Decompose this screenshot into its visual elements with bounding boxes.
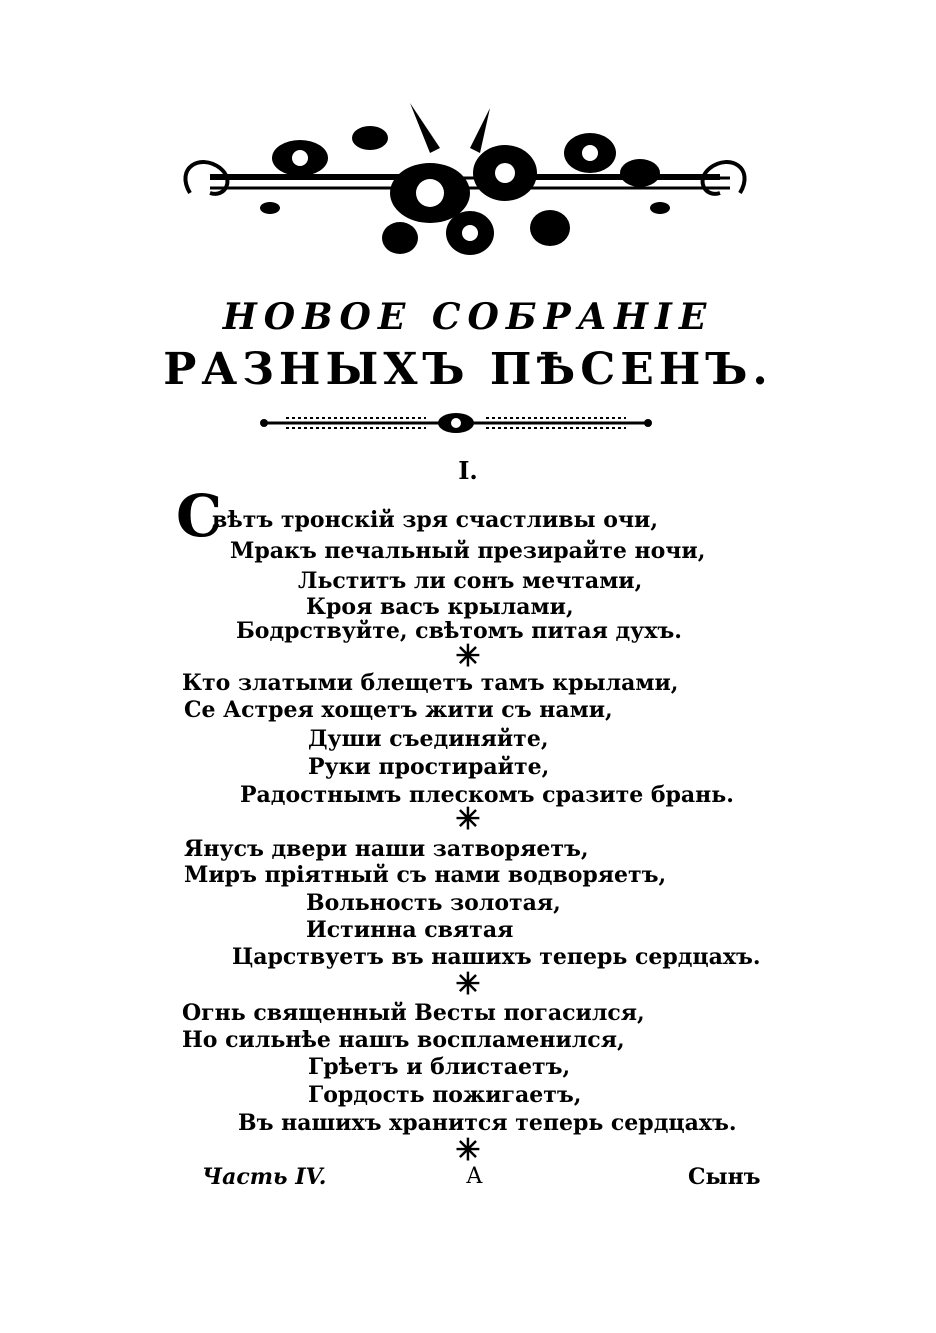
stanza-separator: ✳ [455,1133,481,1168]
signature-mark: Часть IV. [202,1164,327,1190]
stanza-3-line-1: Янусъ двери наши затворяетъ, [184,836,589,862]
stanza-3-line-4: Истинна святая [306,917,514,943]
stanza-separator: ✳ [455,639,481,674]
stanza-2-line-3: Души съединяйте, [308,726,549,752]
stanza-2-line-4: Руки простирайте, [308,754,550,780]
stanza-2-line-5: Радостнымъ плескомъ сразите брань. [240,782,734,808]
stanza-separator: ✳ [455,802,481,837]
stanza-3-line-3: Вольность золотая, [306,890,561,916]
floral-headpiece-ornament [170,98,760,268]
stanza-1-line-2: Мракъ печальный презирайте ночи, [230,538,706,564]
stanza-4-line-2: Но сильнѣе нашъ воспламенился, [182,1027,625,1053]
signature-letter: А [466,1164,483,1189]
stanza-3-line-2: Миръ пріятный съ нами водворяетъ, [184,862,667,888]
stanza-4-line-4: Гордость пожигаетъ, [308,1082,582,1108]
catchword: Сынъ [688,1164,761,1190]
stanza-4-line-5: Въ нашихъ хранится теперь сердцахъ. [238,1110,737,1136]
ornamental-rule [256,406,656,440]
stanza-2-line-1: Кто златыми блещетъ тамъ крылами, [182,670,679,696]
stanza-1-line-5: Бодрствуйте, свѣтомъ питая духъ. [236,618,682,644]
stanza-separator: ✳ [455,967,481,1002]
stanza-1-line-4: Кроя васъ крылами, [306,594,574,620]
title-line-2: РАЗНЫХЪ ПѢСЕНЪ. [163,344,773,395]
title-line-1: НОВОЕ СОБРАНІЕ [222,296,714,338]
drop-cap: С [176,482,223,550]
song-number: I. [458,456,478,485]
stanza-2-line-2: Се Астрея хощетъ жити съ нами, [184,697,613,723]
stanza-4-line-3: Грѣетъ и блистаетъ, [308,1054,571,1080]
stanza-1-line-3: Льститъ ли сонъ мечтами, [298,568,643,594]
stanza-3-line-5: Царствуетъ въ нашихъ теперь сердцахъ. [232,944,761,970]
stanza-1-line-1: вѣтъ тронскій зря счастливы очи, [212,507,659,533]
stanza-4-line-1: Огнь священный Весты погасился, [182,1000,645,1026]
